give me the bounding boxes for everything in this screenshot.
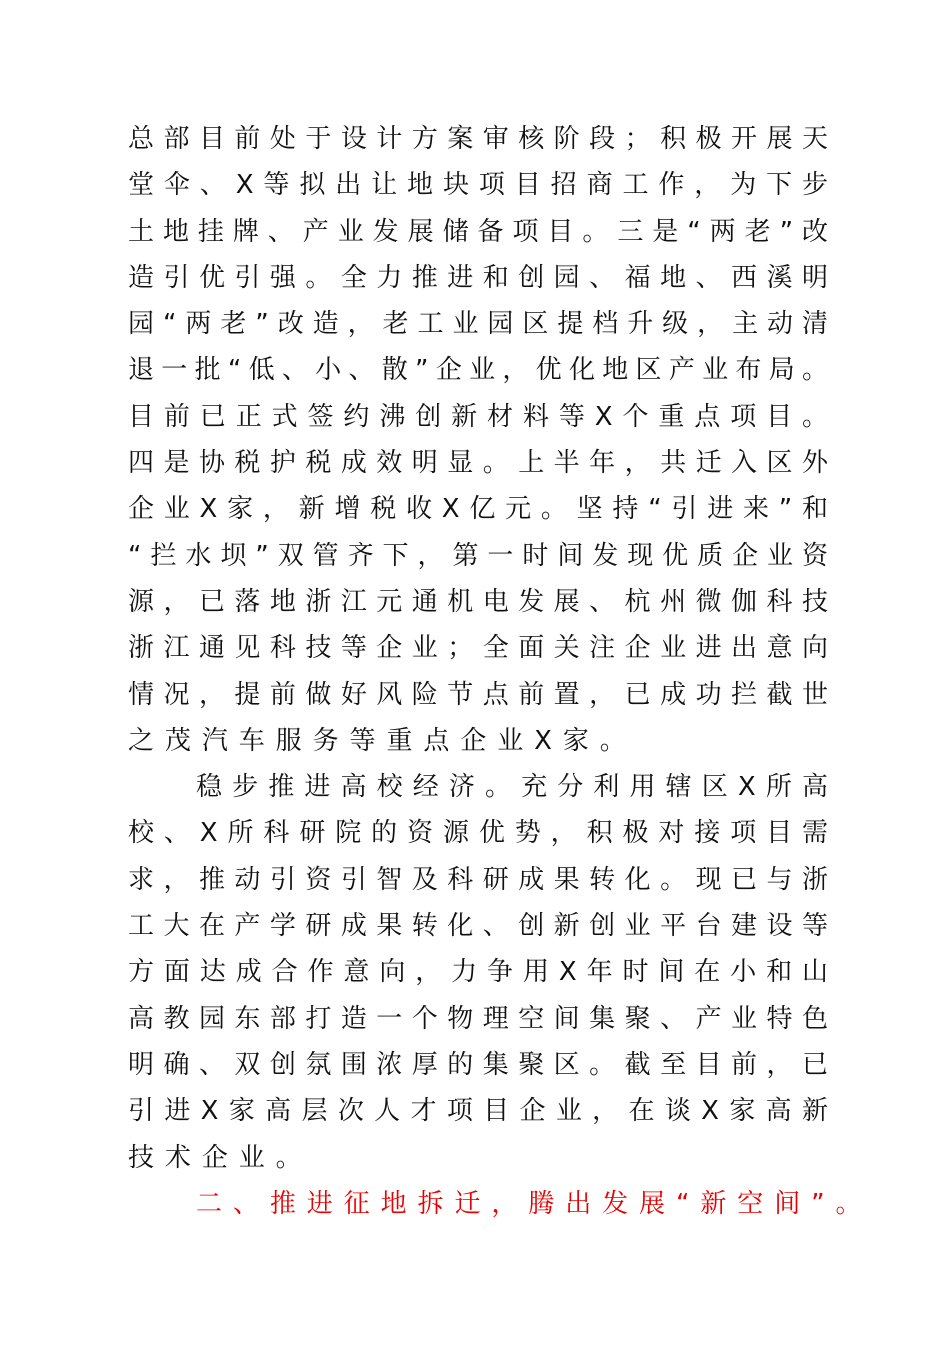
body-line: 源，已落地浙江元通机电发展、杭州微伽科技 (128, 586, 828, 617)
paragraph-end-line: 之茂汽车服务等重点企业X家。 (128, 725, 637, 756)
body-line: 退一批“低、小、散”企业，优化地区产业布局。 (128, 355, 828, 386)
paragraph-start-line: 稳步推进高校经济。充分利用辖区X所高 (196, 772, 828, 803)
body-line: 引进X家高层次人才项目企业，在谈X家高新 (128, 1096, 828, 1127)
body-line: 总部目前处于设计方案审核阶段；积极开展天 (128, 124, 828, 154)
section-heading: 二、推进征地拆迁，腾出发展“新空间”。 (196, 1188, 873, 1219)
body-line: 求，推动引资引智及科研成果转化。现已与浙 (128, 864, 828, 895)
body-line: 工大在产学研成果转化、创新创业平台建设等 (128, 911, 828, 942)
body-line: 目前已正式签约沸创新材料等X个重点项目。 (128, 401, 828, 432)
body-line: 土地挂牌、产业发展储备项目。三是“两老”改 (128, 216, 828, 247)
body-line: 情况，提前做好风险节点前置，已成功拦截世 (128, 679, 828, 710)
body-line: 园“两老”改造，老工业园区提档升级，主动清 (128, 309, 828, 340)
body-line: 明确、双创氛围浓厚的集聚区。截至目前，已 (128, 1049, 828, 1080)
body-line: 校、X所科研院的资源优势，积极对接项目需 (128, 818, 828, 849)
body-line: 方面达成合作意向，力争用X年时间在小和山 (128, 957, 828, 988)
body-line: 造引优引强。全力推进和创园、福地、西溪明 (128, 262, 828, 293)
body-line: “拦水坝”双管齐下，第一时间发现优质企业资 (128, 540, 828, 571)
body-line: 企业X家，新增税收X亿元。坚持“引进来”和 (128, 494, 828, 525)
body-line: 浙江通见科技等企业；全面关注企业进出意向 (128, 633, 828, 664)
paragraph-end-line: 技术企业。 (128, 1142, 313, 1173)
body-line: 四是协税护税成效明显。上半年，共迁入区外 (128, 448, 828, 479)
body-line: 堂伞、X等拟出让地块项目招商工作，为下步 (128, 170, 828, 201)
body-line: 高教园东部打造一个物理空间集聚、产业特色 (128, 1003, 828, 1034)
document-body (128, 116, 873, 1227)
